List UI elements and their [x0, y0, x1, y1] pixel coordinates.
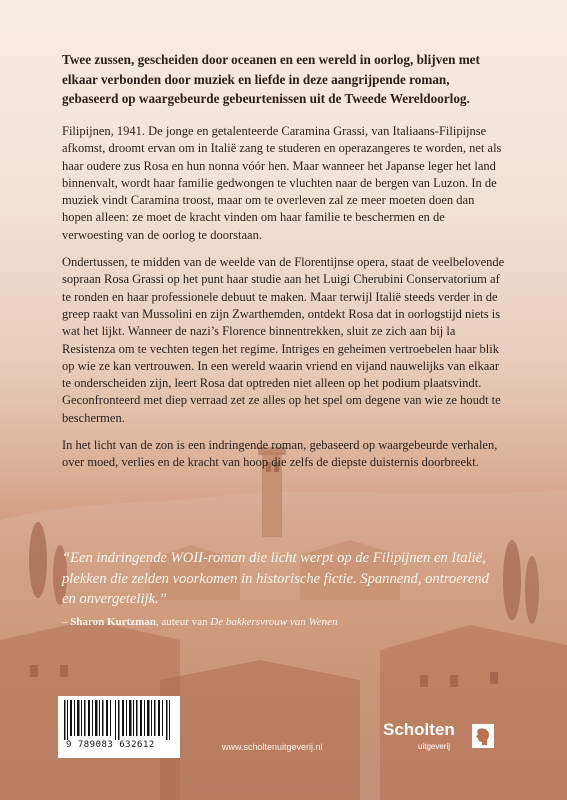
isbn-number: 9 789083 632612: [66, 740, 155, 750]
synopsis-paragraph: Filipijnen, 1941. De jonge en getalenteerde Caramina Grassi, van Italiaans-Filipijnse afkomst, droomt ervan om in Italië zang te studeren en operazangeres te worden, net als haar oudere zus Rosa en hun nonna vóór hen. Maar wanneer het Japanse leger het land binnenvalt, wordt haar familie gedwongen te vluchten naar de bergen van Luzon. In de muziek vindt Caramina troost, maar om te overleven zal ze meer moeten doen dan hopen alleen: ze moet de kracht vinden om haar familie te beschermen en de verwoesting van de oorlog te doorstaan.: [62, 124, 502, 242]
publisher-logo: [383, 720, 513, 762]
attribution-work: De bakkersvrouw van Wenen: [210, 616, 338, 628]
publisher-name: Scholten: [383, 720, 455, 739]
attribution-middle: , auteur van: [155, 616, 211, 628]
quote-attribution: [62, 616, 502, 628]
publisher-sub: uitgeverij: [418, 742, 451, 751]
review-quote: “Een indringende WOII-roman die licht werpt op de Filipijnen en Italië, plekken die zelden voorkomen in historische fictie. Spannend, ontroerend en onvergetelijk.”: [62, 550, 489, 607]
synopsis-paragraph: In het licht van de zon is een indringende roman, gebaseerd op waargebeurde verhalen, over moed, verlies en de kracht van hoop die zelfs de diepste duisternis doorbreekt.: [62, 438, 498, 470]
attribution-name: Sharon Kurtzman: [70, 616, 156, 628]
barcode-bars: [58, 696, 180, 740]
intro-blurb: Twee zussen, gescheiden door oceanen en een wereld in oorlog, blijven met elkaar verbonden door muziek en liefde in deze aangrijpende roman, gebaseerd op waargebeurde gebeurtenissen uit de Tweede Wereldoorlog.: [62, 52, 480, 106]
attribution-dash: –: [62, 616, 71, 628]
website-url: www.scholtenuitgeverij.nl: [222, 742, 323, 752]
synopsis-paragraph: Ondertussen, te midden van de weelde van de Florentijnse opera, staat de veelbelovende sopraan Rosa Grassi op het punt haar studie aan het Luigi Cherubini Conservatorium af te ronden en haar professionele debuut te maken. Maar terwijl Italië steeds verder in de greep raakt van Mussolini en zijn Zwarthemden, ontdekt Rosa dat in oorlogstijd niets is wat het lijkt. Wanneer de nazi’s Florence binnentrekken, sluit ze zich aan bij la Resistenza om te vechten tegen het regime. Intriges en geheimen vertroebelen haar blik op wie ze kan vertrouwen. In een wereld waarin vriend en vijand nauwelijks van elkaar te onderscheiden zijn, leert Rosa dat optreden niet alleen op het podium plaatsvindt. Geconfronteerd met diep verraad zet ze alles op het spel om degene van wie ze houdt te beschermen.: [62, 255, 505, 425]
publisher-head-icon: [470, 722, 496, 750]
synopsis: [62, 123, 507, 482]
